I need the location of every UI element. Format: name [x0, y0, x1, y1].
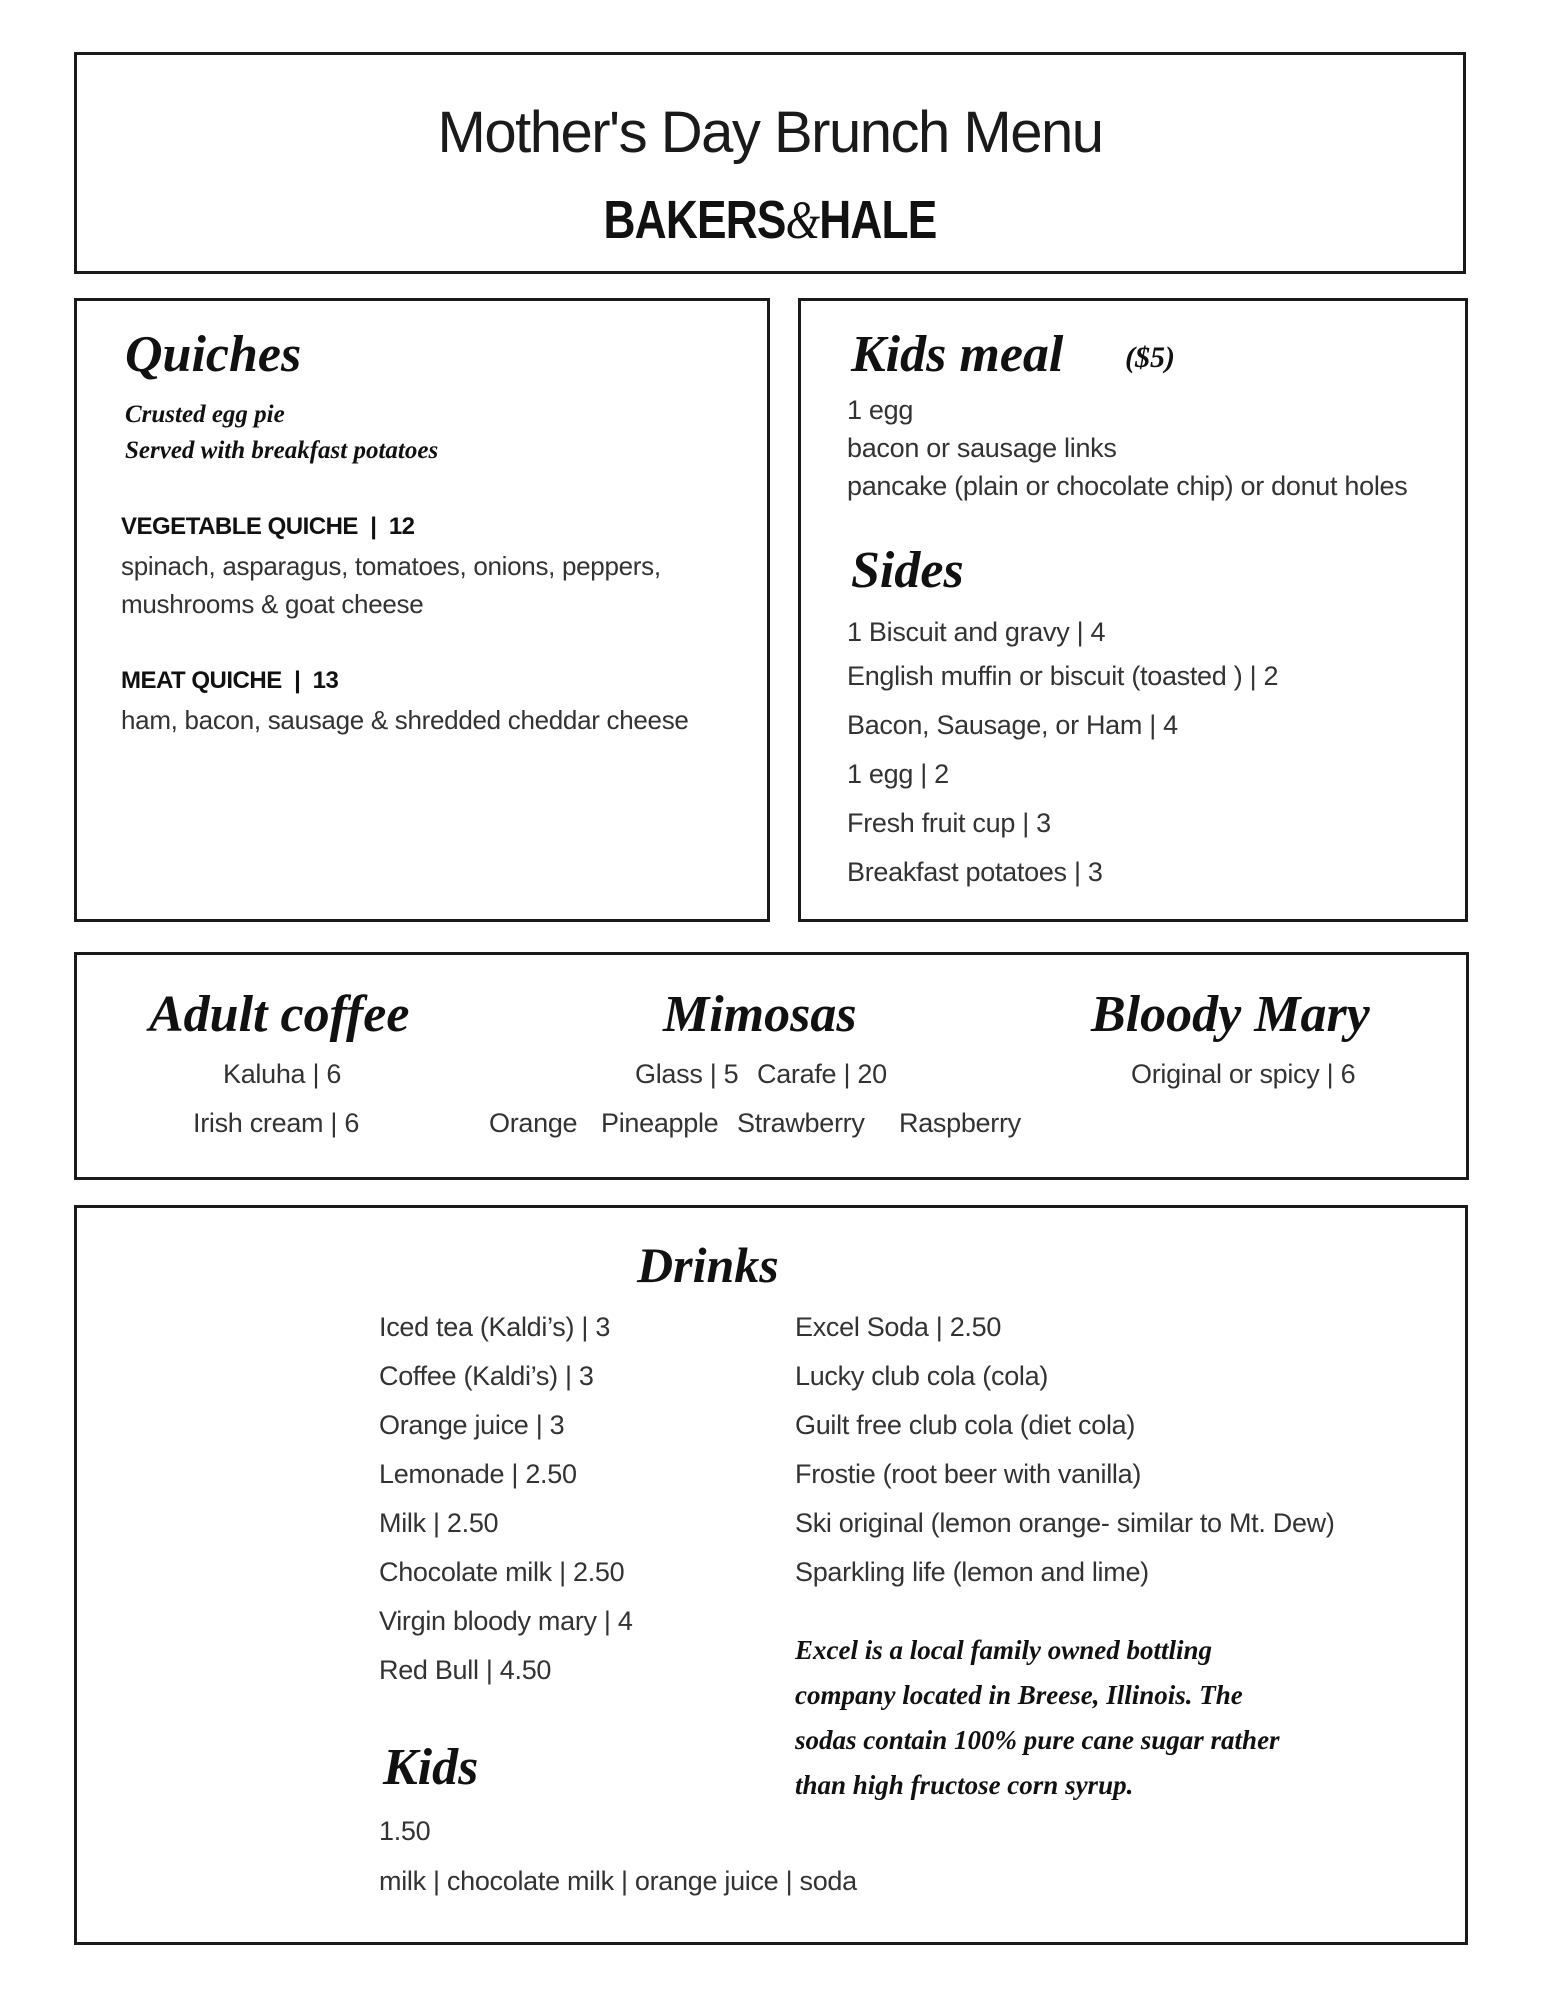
- quiches-heading: Quiches: [125, 326, 302, 383]
- adult-coffee-item: Kaluha | 6: [223, 1059, 342, 1089]
- item-description: spinach, asparagus, tomatoes, onions, peppers,: [121, 551, 661, 581]
- soda-item: Excel Soda | 2.50: [795, 1312, 1002, 1342]
- drink-item: Coffee (Kaldi’s) | 3: [379, 1361, 594, 1391]
- brand-right: HALE: [819, 190, 937, 250]
- excel-note-line: Excel is a local family owned bottling: [795, 1635, 1212, 1665]
- drinks-section: [74, 1205, 1468, 1945]
- side-item: Breakfast potatoes | 3: [847, 857, 1103, 887]
- mimosa-carafe: Carafe | 20: [757, 1059, 887, 1089]
- bloody-mary-item: Original or spicy | 6: [1131, 1059, 1356, 1089]
- mimosa-flavor: Raspberry: [899, 1108, 1021, 1138]
- drinks-heading: Drinks: [637, 1237, 779, 1293]
- mimosa-flavor: Strawberry: [737, 1108, 865, 1138]
- soda-item: Frostie (root beer with vanilla): [795, 1459, 1142, 1489]
- drink-item: Orange juice | 3: [379, 1410, 565, 1440]
- sides-heading: Sides: [851, 542, 964, 599]
- bloody-mary-heading: Bloody Mary: [1091, 986, 1370, 1043]
- soda-item: Guilt free club cola (diet cola): [795, 1410, 1136, 1440]
- alcohol-section: [74, 952, 1469, 1180]
- kids-meal-line: bacon or sausage links: [847, 433, 1117, 463]
- kids-drinks-heading: Kids: [383, 1739, 479, 1796]
- item-name: VEGETABLE QUICHE: [121, 513, 358, 540]
- header-box: [74, 52, 1466, 274]
- side-item: 1 egg | 2: [847, 759, 949, 789]
- menu-item-title: [121, 513, 415, 541]
- brand-logo: [202, 189, 1339, 251]
- mimosa-flavor: Orange: [489, 1108, 578, 1138]
- drink-item: Lemonade | 2.50: [379, 1459, 577, 1489]
- quiches-subtitle-2: Served with breakfast potatoes: [125, 437, 439, 464]
- drink-item: Iced tea (Kaldi’s) | 3: [379, 1312, 611, 1342]
- side-item: Fresh fruit cup | 3: [847, 808, 1051, 838]
- item-description: ham, bacon, sausage & shredded cheddar cheese: [121, 705, 689, 735]
- adult-coffee-heading: Adult coffee: [149, 986, 410, 1043]
- drink-item: Milk | 2.50: [379, 1508, 499, 1538]
- side-item: 1 Biscuit and gravy | 4: [847, 617, 1106, 647]
- item-separator: |: [370, 513, 377, 540]
- side-item: Bacon, Sausage, or Ham | 4: [847, 710, 1178, 740]
- kids-meal-line: pancake (plain or chocolate chip) or donut holes: [847, 471, 1408, 501]
- item-name: MEAT QUICHE: [121, 667, 282, 694]
- quiches-section: [74, 298, 770, 922]
- mimosas-heading: Mimosas: [663, 986, 857, 1043]
- kids-meal-sides-section: [798, 298, 1468, 922]
- quiches-subtitle-1: Crusted egg pie: [125, 401, 285, 428]
- kids-meal-line: 1 egg: [847, 395, 914, 425]
- kids-meal-heading: Kids meal: [851, 326, 1064, 383]
- excel-note-line: than high fructose corn syrup.: [795, 1770, 1134, 1800]
- adult-coffee-item: Irish cream | 6: [193, 1108, 360, 1138]
- item-price: 13: [312, 667, 339, 694]
- drink-item: Chocolate milk | 2.50: [379, 1557, 625, 1587]
- brand-left: BAKERS: [603, 190, 786, 250]
- drink-item: Virgin bloody mary | 4: [379, 1606, 633, 1636]
- item-price: 12: [388, 513, 415, 540]
- item-separator: |: [294, 667, 301, 694]
- excel-note-line: company located in Breese, Illinois. The: [795, 1680, 1243, 1710]
- soda-item: Sparkling life (lemon and lime): [795, 1557, 1149, 1587]
- kids-drinks-items: milk | chocolate milk | orange juice | soda: [379, 1866, 857, 1896]
- soda-item: Ski original (lemon orange- similar to Mt. Dew): [795, 1508, 1335, 1538]
- soda-item: Lucky club cola (cola): [795, 1361, 1049, 1391]
- item-description: mushrooms & goat cheese: [121, 589, 424, 619]
- side-item: English muffin or biscuit (toasted ) | 2: [847, 661, 1279, 691]
- excel-note-line: sodas contain 100% pure cane sugar rather: [795, 1725, 1280, 1755]
- menu-item-title: [121, 667, 338, 695]
- mimosa-flavor: Pineapple: [601, 1108, 719, 1138]
- brand-ampersand: &: [785, 190, 820, 250]
- kids-drinks-price: 1.50: [379, 1816, 431, 1846]
- mimosa-glass: Glass | 5: [635, 1059, 739, 1089]
- page-title: Mother's Day Brunch Menu: [437, 100, 1103, 165]
- kids-meal-price: ($5): [1125, 341, 1175, 374]
- drink-item: Red Bull | 4.50: [379, 1655, 552, 1685]
